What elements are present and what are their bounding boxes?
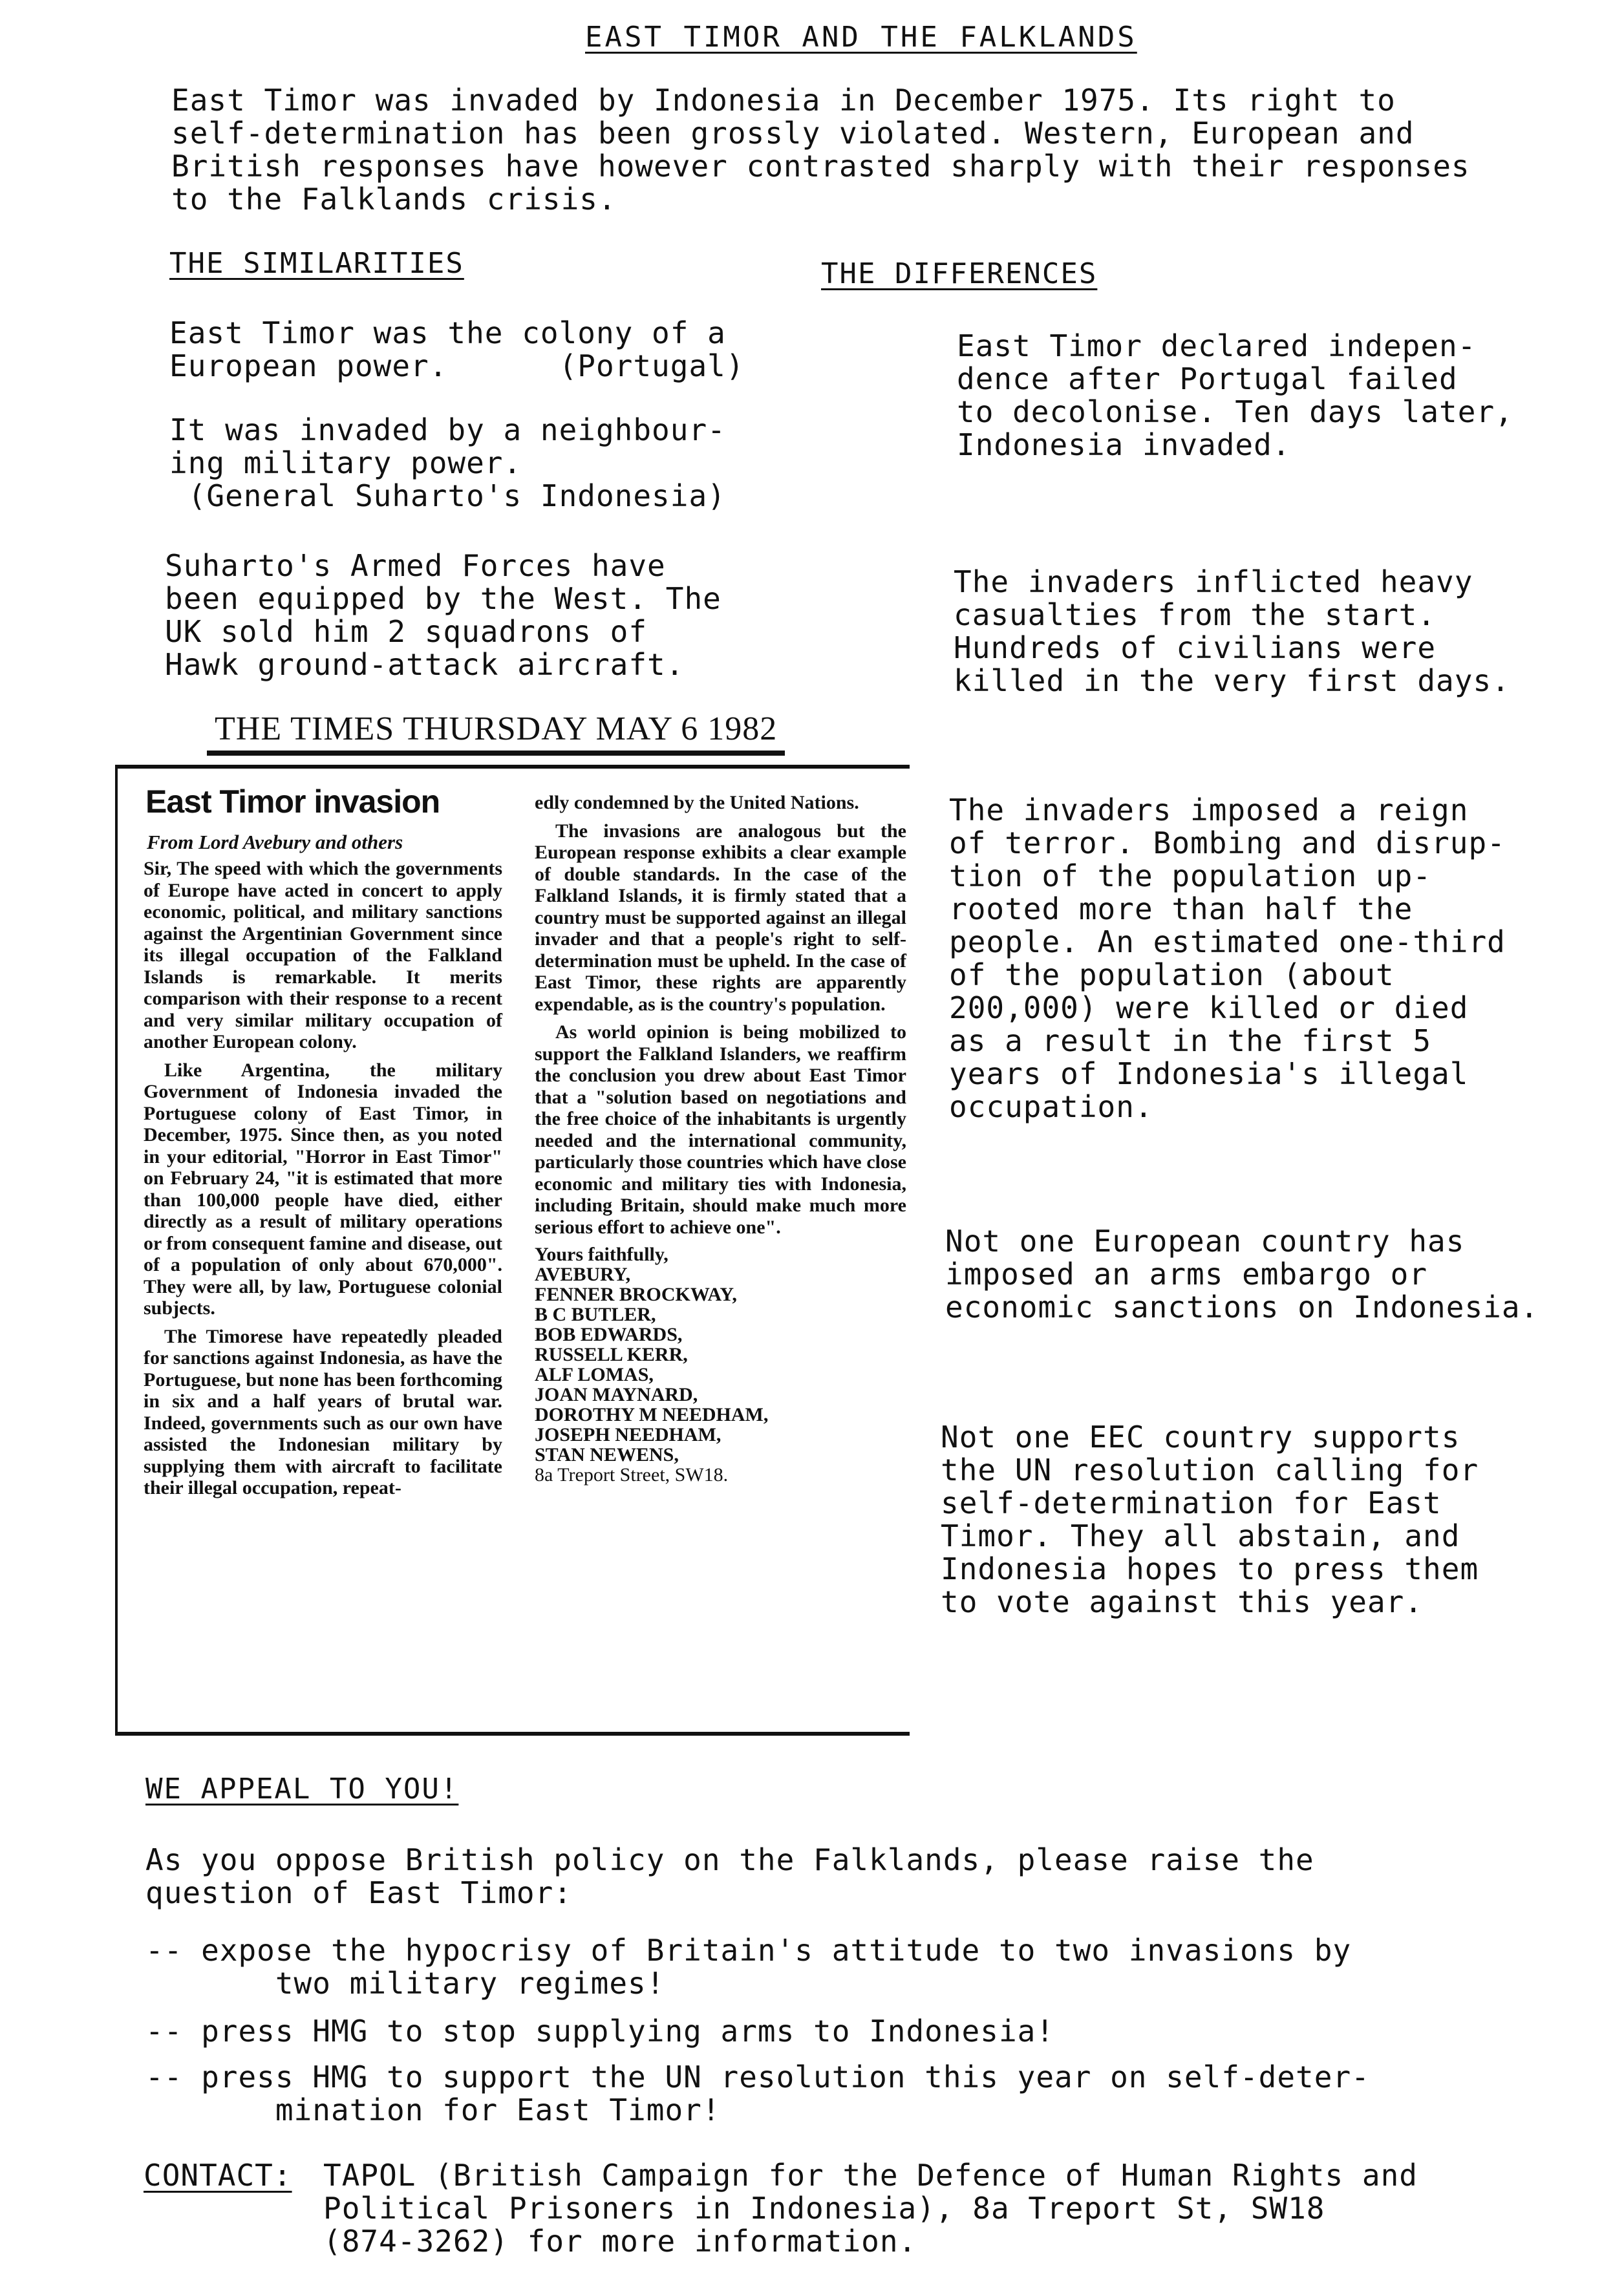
difference-item: East Timor declared indepen- dence after Portugal failed to decolonise. Ten days later, Indonesia invaded. <box>957 328 1513 462</box>
signatory-name: STAN NEWENS, <box>535 1444 679 1465</box>
signatory-name: BOB EDWARDS, <box>535 1324 683 1345</box>
letter-headline: East Timor invasion <box>145 783 440 820</box>
difference-item: Not one EEC country supports the UN resolution calling for self-determination for East Timor. They all abstain, and Indonesia hopes to press them to vote against this year. <box>941 1420 1479 1619</box>
signatory-name: ALF LOMAS, <box>535 1364 654 1385</box>
letter-column-1 <box>144 858 502 1506</box>
contact-text: TAPOL (British Campaign for the Defence of Human Rights and Political Prisoners in Indonesia), 8a Treport St, SW18 (874-3262) for more information. <box>323 2158 1418 2259</box>
difference-item: The invaders imposed a reign of terror. Bombing and disrup- tion of the population up- rooted more than half the people. An estimated one-third of the population (about 200,000) were killed or died as a result in the first 5 years of Indonesia's illegal occupation. <box>949 793 1506 1124</box>
intro-paragraph: East Timor was invaded by Indonesia in December 1975. Its right to self-determination has been grossly violated. Western, European and British responses have however contrasted sharply with their responses to the Falklands crisis. <box>171 83 1470 217</box>
letter-address: 8a Treport Street, SW18. <box>535 1464 729 1486</box>
signatory-name: B C BUTLER, <box>535 1304 656 1325</box>
letter-column-2 <box>535 792 906 1485</box>
appeal-lead: As you oppose British policy on the Falklands, please raise the question of East Timor: <box>145 1842 1314 1910</box>
signatory-name: DOROTHY M NEEDHAM, <box>535 1404 769 1425</box>
newspaper-clipping <box>115 765 910 1736</box>
similarities-heading: THE SIMILARITIES <box>169 247 464 280</box>
letter-byline: From Lord Avebury and others <box>147 831 403 853</box>
newspaper-masthead: THE TIMES THURSDAY MAY 6 1982 <box>207 710 785 756</box>
letter-paragraph: Like Argentina, the military Government of Indonesia invaded the Portuguese colony of East Timor, in December, 1975. Since then, as you noted in your editorial, "Horror in East Timor" on February 24, "it is estimated that more than 100,000 people have died, either directly as a result of military operations or from consequent famine and disease, out of a population of only about 670,000". They were all, by law, Portuguese colonial subjects. <box>144 1059 502 1319</box>
appeal-item: -- expose the hypocrisy of Britain's attitude to two invasions by two military regimes! <box>145 1933 1352 2001</box>
letter-paragraph: The invasions are analogous but the European response exhibits a clear example of double standards. In the case of the Falkland Islands, it is firmly stated that a country must be supported against an illegal invader and that a people's right to self-determination must be upheld. In the case of East Timor, these rights are apparently expendable, as is the country's population. <box>535 820 906 1015</box>
signatory-list <box>535 1264 906 1465</box>
signatory-name: FENNER BROCKWAY, <box>535 1284 737 1305</box>
letter-signoff: Yours faithfully, <box>535 1244 668 1265</box>
letter-paragraph: As world opinion is being mobilized to support the Falkland Islanders, we reaffirm the conclusion you drew about East Timor that a "solution based on negotiations and the free choice of the inhabitants is urgently needed and the international community, particularly those countries which have close economic and military ties with Indonesia, including Britain, should make much more serious effort to achieve one". <box>535 1021 906 1238</box>
difference-item: Not one European country has imposed an arms embargo or economic sanctions on Indonesia. <box>945 1224 1539 1325</box>
signatory-name: JOSEPH NEEDHAM, <box>535 1424 721 1445</box>
contact-label: CONTACT: <box>144 2158 292 2193</box>
letter-paragraph: The Timorese have repeatedly pleaded for sanctions against Indonesia, as have the Portuguese, but none has been forthcoming in six and a half years of brutal war. Indeed, governments such as our own have assisted the Indonesian military by supplying them with aircraft to facilitate their illegal occupation, repeat- <box>144 1325 503 1498</box>
letter-paragraph: edly condemned by the United Nations. <box>535 792 859 813</box>
difference-item: The invaders inflicted heavy casualties from the start. Hundreds of civilians were killed in the very first days. <box>954 564 1510 698</box>
similarity-item: Suharto's Armed Forces have been equipped by the West. The UK sold him 2 squadrons of Hawk ground-attack aircraft. <box>165 548 721 682</box>
similarity-item: East Timor was the colony of a European power. (Portugal) <box>169 315 745 383</box>
page-title: EAST TIMOR AND THE FALKLANDS <box>585 21 1137 54</box>
similarity-item: It was invaded by a neighbour- ing military power. (General Suharto's Indonesia) <box>169 412 726 513</box>
appeal-heading: WE APPEAL TO YOU! <box>145 1773 459 1806</box>
signatory-name: RUSSELL KERR, <box>535 1344 688 1365</box>
letter-paragraph: Sir, The speed with which the governments of Europe have acted in concert to apply economic, political, and military sanctions against the Argentinian Government since its illegal occupation of the Falkland Islands is remarkable. It merits comparison with their response to a recent and very similar military occupation of another European colony. <box>144 858 502 1052</box>
differences-heading: THE DIFFERENCES <box>821 257 1098 290</box>
appeal-item: -- press HMG to stop supplying arms to Indonesia! <box>145 2014 1055 2049</box>
appeal-item: -- press HMG to support the UN resolution this year on self-deter- mination for East Timor! <box>145 2060 1370 2127</box>
signatory-name: JOAN MAYNARD, <box>535 1384 698 1405</box>
signatory-name: AVEBURY, <box>535 1264 631 1285</box>
